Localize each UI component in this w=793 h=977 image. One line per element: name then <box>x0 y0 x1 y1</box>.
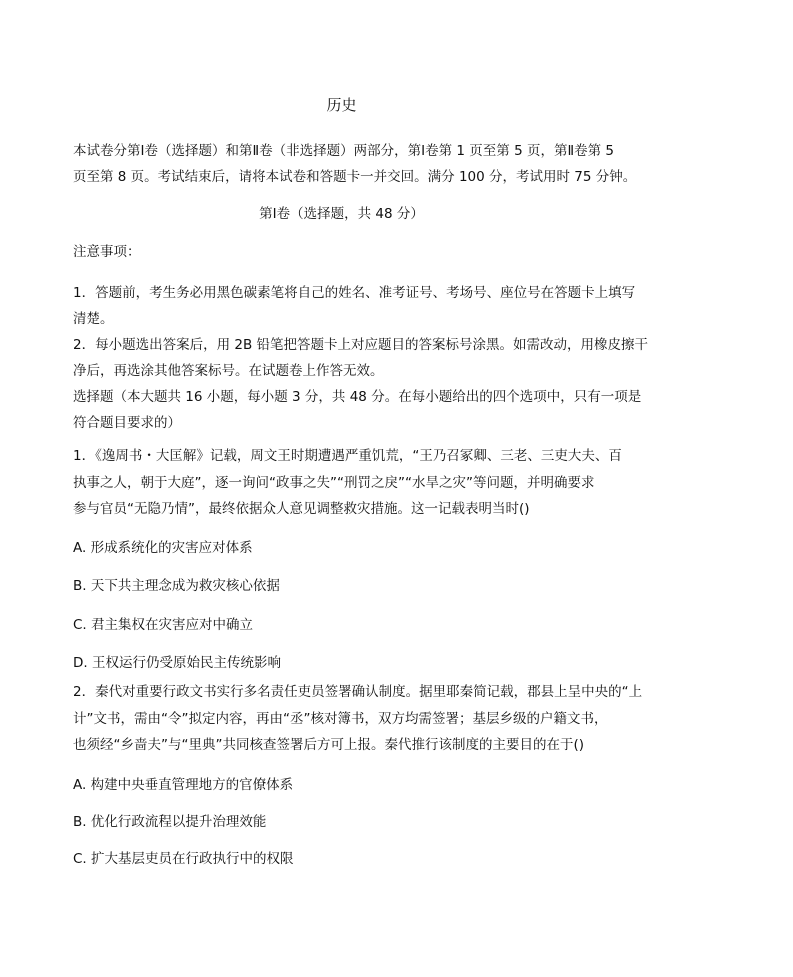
question-1 <box>73 443 678 523</box>
question-line: 也须经“乡啬夫”与“里典”共同核查签署后方可上报。秦代推行该制度的主要目的在于() <box>73 737 585 753</box>
question-1-option-c: C. 君主集权在灾害应对中确立 <box>73 617 254 633</box>
intro-line: 本试卷分第Ⅰ卷（选择题）和第Ⅱ卷（非选择题）两部分，第Ⅰ卷第 1 页至第 5 页，第Ⅱ卷第 5 <box>73 143 614 159</box>
intro-line: 页至第 8 页。考试结束后，请将本试卷和答题卡一并交回。满分 100 分，考试用时 75 分钟。 <box>73 169 637 185</box>
document-title: 历史 <box>326 96 357 114</box>
question-1-option-b: B. 天下共主理念成为救灾核心依据 <box>73 578 280 594</box>
notice-line: 净后，再选涂其他答案标号。在试题卷上作答无效。 <box>73 363 384 379</box>
question-line: 参与官员“无隐乃情”，最终依据众人意见调整救灾措施。这一记载表明当时() <box>73 501 530 517</box>
question-line: 执事之人，朝于大庭”，逐一询问“政事之失”“刑罚之戾”“水旱之灾”等问题，并明确要求 <box>73 474 595 491</box>
notice-line: 选择题（本大题共 16 小题，每小题 3 分，共 48 分。在每小题给出的四个选项中，只有一项是 <box>73 389 642 405</box>
notice-line: 1．答题前，考生务必用黑色碳素笔将自己的姓名、准考证号、考场号、座位号在答题卡上填写 <box>73 285 636 301</box>
question-line: 1．《逸周书・大匡解》记载，周文王时期遭遇严重饥荒，“王乃召冢卿、三老、三吏大夫、百 <box>73 448 622 464</box>
question-2-option-a: A. 构建中央垂直管理地方的官僚体系 <box>73 777 294 793</box>
question-2-option-c: C. 扩大基层吏员在行政执行中的权限 <box>73 851 294 867</box>
notice-label: 注意事项： <box>73 244 141 260</box>
notice-line: 清楚。 <box>73 311 114 327</box>
question-line: 计”文书，需由“令”拟定内容，再由“丞”核对簿书，双方均需签署；基层乡级的户籍文书， <box>73 710 608 727</box>
question-2-option-b: B. 优化行政流程以提升治理效能 <box>73 814 267 830</box>
notice-line: 2．每小题选出答案后，用 2B 铅笔把答题卡上对应题目的答案标号涂黑。如需改动，用橡皮擦干 <box>73 337 649 353</box>
question-1-option-d: D. 王权运行仍受原始民主传统影响 <box>73 655 281 671</box>
question-2 <box>73 679 678 759</box>
question-line: 2．秦代对重要行政文书实行多名责任吏员签署确认制度。据里耶秦简记载，郡县上呈中央的“上 <box>73 684 643 700</box>
intro-paragraph <box>73 138 673 190</box>
section-title: 第Ⅰ卷（选择题，共 48 分） <box>259 206 424 222</box>
notice-list <box>73 280 673 436</box>
question-1-option-a: A. 形成系统化的灾害应对体系 <box>73 540 253 556</box>
notice-line: 符合题目要求的） <box>73 415 181 431</box>
